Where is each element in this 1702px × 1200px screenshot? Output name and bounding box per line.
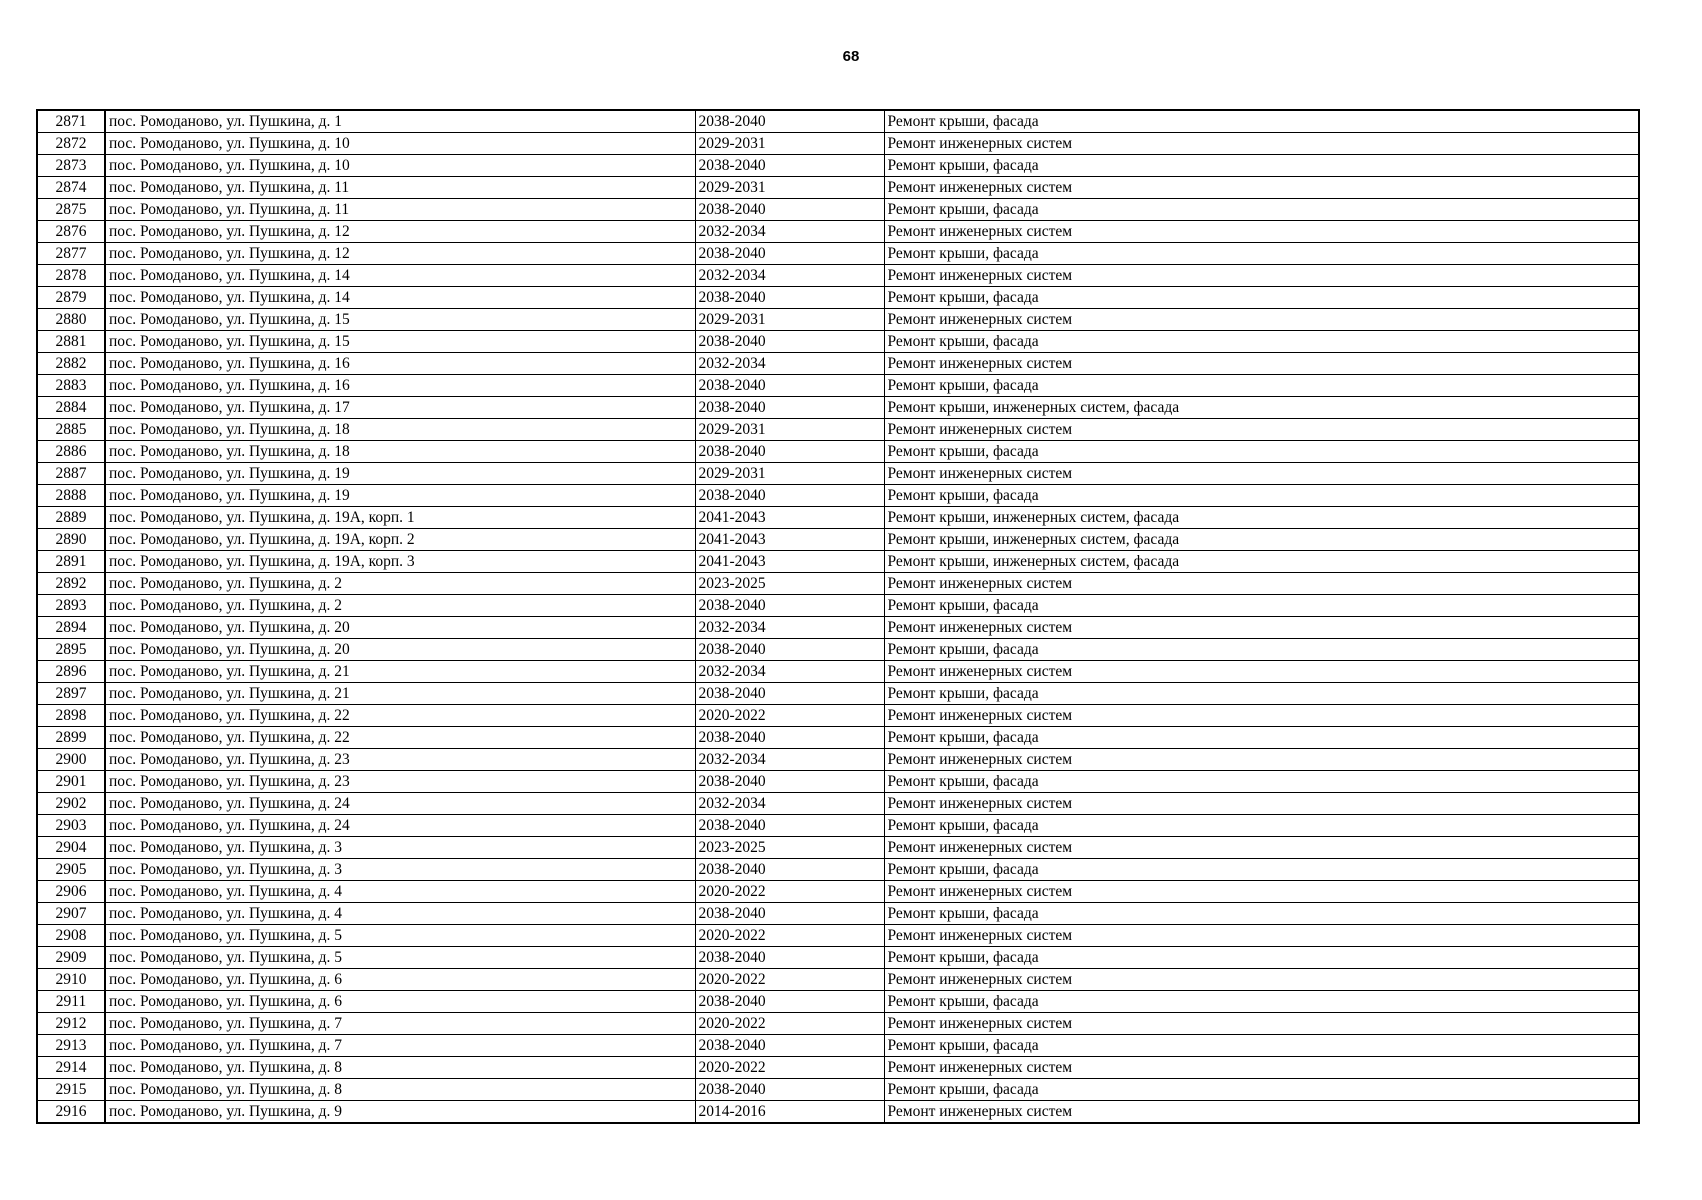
row-number-cell: 2908 — [37, 925, 105, 947]
table-row — [37, 661, 1639, 683]
period-cell: 2029-2031 — [695, 177, 884, 199]
address-cell: пос. Ромоданово, ул. Пушкина, д. 19 — [105, 485, 695, 507]
period-cell: 2029-2031 — [695, 309, 884, 331]
row-number-cell: 2881 — [37, 331, 105, 353]
work-type-cell: Ремонт крыши, фасада — [884, 727, 1639, 749]
address-cell: пос. Ромоданово, ул. Пушкина, д. 10 — [105, 133, 695, 155]
work-type-cell: Ремонт инженерных систем — [884, 309, 1639, 331]
address-cell: пос. Ромоданово, ул. Пушкина, д. 16 — [105, 375, 695, 397]
period-cell: 2032-2034 — [695, 221, 884, 243]
address-cell: пос. Ромоданово, ул. Пушкина, д. 16 — [105, 353, 695, 375]
table-row — [37, 133, 1639, 155]
page-number: 68 — [842, 48, 860, 65]
row-number-cell: 2900 — [37, 749, 105, 771]
work-type-cell: Ремонт инженерных систем — [884, 881, 1639, 903]
address-cell: пос. Ромоданово, ул. Пушкина, д. 18 — [105, 419, 695, 441]
period-cell: 2038-2040 — [695, 947, 884, 969]
work-type-cell: Ремонт крыши, фасада — [884, 991, 1639, 1013]
work-type-cell: Ремонт инженерных систем — [884, 925, 1639, 947]
work-type-cell: Ремонт инженерных систем — [884, 617, 1639, 639]
address-cell: пос. Ромоданово, ул. Пушкина, д. 23 — [105, 749, 695, 771]
row-number-cell: 2882 — [37, 353, 105, 375]
work-type-cell: Ремонт крыши, фасада — [884, 859, 1639, 881]
period-cell: 2029-2031 — [695, 419, 884, 441]
address-cell: пос. Ромоданово, ул. Пушкина, д. 9 — [105, 1101, 695, 1124]
row-number-cell: 2885 — [37, 419, 105, 441]
row-number-cell: 2871 — [37, 110, 105, 133]
period-cell: 2038-2040 — [695, 199, 884, 221]
work-type-cell: Ремонт инженерных систем — [884, 133, 1639, 155]
period-cell: 2014-2016 — [695, 1101, 884, 1124]
address-cell: пос. Ромоданово, ул. Пушкина, д. 20 — [105, 639, 695, 661]
address-cell: пос. Ромоданово, ул. Пушкина, д. 4 — [105, 881, 695, 903]
work-type-cell: Ремонт инженерных систем — [884, 969, 1639, 991]
row-number-cell: 2872 — [37, 133, 105, 155]
work-type-cell: Ремонт инженерных систем — [884, 837, 1639, 859]
work-type-cell: Ремонт крыши, фасада — [884, 639, 1639, 661]
table-row — [37, 243, 1639, 265]
table-row — [37, 595, 1639, 617]
work-type-cell: Ремонт инженерных систем — [884, 353, 1639, 375]
period-cell: 2038-2040 — [695, 375, 884, 397]
table-row — [37, 331, 1639, 353]
table-row — [37, 1035, 1639, 1057]
table-body — [37, 110, 1639, 1123]
address-cell: пос. Ромоданово, ул. Пушкина, д. 19А, корп. 1 — [105, 507, 695, 529]
table-row — [37, 463, 1639, 485]
work-type-cell: Ремонт крыши, инженерных систем, фасада — [884, 507, 1639, 529]
address-cell: пос. Ромоданово, ул. Пушкина, д. 24 — [105, 793, 695, 815]
address-cell: пос. Ромоданово, ул. Пушкина, д. 18 — [105, 441, 695, 463]
row-number-cell: 2886 — [37, 441, 105, 463]
table-row — [37, 617, 1639, 639]
period-cell: 2038-2040 — [695, 859, 884, 881]
row-number-cell: 2907 — [37, 903, 105, 925]
row-number-cell: 2905 — [37, 859, 105, 881]
period-cell: 2038-2040 — [695, 639, 884, 661]
period-cell: 2038-2040 — [695, 727, 884, 749]
period-cell: 2038-2040 — [695, 485, 884, 507]
address-cell: пос. Ромоданово, ул. Пушкина, д. 7 — [105, 1035, 695, 1057]
address-cell: пос. Ромоданово, ул. Пушкина, д. 6 — [105, 969, 695, 991]
table-row — [37, 1101, 1639, 1124]
address-cell: пос. Ромоданово, ул. Пушкина, д. 4 — [105, 903, 695, 925]
table-row — [37, 177, 1639, 199]
period-cell: 2023-2025 — [695, 573, 884, 595]
address-cell: пос. Ромоданово, ул. Пушкина, д. 17 — [105, 397, 695, 419]
row-number-cell: 2915 — [37, 1079, 105, 1101]
period-cell: 2032-2034 — [695, 661, 884, 683]
table-row — [37, 815, 1639, 837]
address-cell: пос. Ромоданово, ул. Пушкина, д. 20 — [105, 617, 695, 639]
work-type-cell: Ремонт инженерных систем — [884, 463, 1639, 485]
work-type-cell: Ремонт крыши, фасада — [884, 815, 1639, 837]
period-cell: 2020-2022 — [695, 705, 884, 727]
work-type-cell: Ремонт инженерных систем — [884, 221, 1639, 243]
period-cell: 2032-2034 — [695, 617, 884, 639]
row-number-cell: 2880 — [37, 309, 105, 331]
address-cell: пос. Ромоданово, ул. Пушкина, д. 22 — [105, 705, 695, 727]
row-number-cell: 2904 — [37, 837, 105, 859]
address-cell: пос. Ромоданово, ул. Пушкина, д. 8 — [105, 1057, 695, 1079]
work-type-cell: Ремонт крыши, фасада — [884, 155, 1639, 177]
row-number-cell: 2875 — [37, 199, 105, 221]
row-number-cell: 2874 — [37, 177, 105, 199]
table-row — [37, 353, 1639, 375]
work-type-cell: Ремонт крыши, инженерных систем, фасада — [884, 551, 1639, 573]
row-number-cell: 2888 — [37, 485, 105, 507]
row-number-cell: 2893 — [37, 595, 105, 617]
address-cell: пос. Ромоданово, ул. Пушкина, д. 21 — [105, 683, 695, 705]
period-cell: 2032-2034 — [695, 353, 884, 375]
table-row — [37, 507, 1639, 529]
period-cell: 2020-2022 — [695, 969, 884, 991]
work-type-cell: Ремонт инженерных систем — [884, 705, 1639, 727]
row-number-cell: 2890 — [37, 529, 105, 551]
repair-schedule-table — [36, 109, 1640, 1124]
row-number-cell: 2887 — [37, 463, 105, 485]
period-cell: 2038-2040 — [695, 903, 884, 925]
row-number-cell: 2895 — [37, 639, 105, 661]
table-row — [37, 771, 1639, 793]
row-number-cell: 2902 — [37, 793, 105, 815]
work-type-cell: Ремонт крыши, фасада — [884, 287, 1639, 309]
work-type-cell: Ремонт инженерных систем — [884, 1057, 1639, 1079]
table-row — [37, 947, 1639, 969]
table-row — [37, 419, 1639, 441]
address-cell: пос. Ромоданово, ул. Пушкина, д. 1 — [105, 110, 695, 133]
table-row — [37, 925, 1639, 947]
row-number-cell: 2910 — [37, 969, 105, 991]
period-cell: 2029-2031 — [695, 133, 884, 155]
work-type-cell: Ремонт крыши, фасада — [884, 683, 1639, 705]
work-type-cell: Ремонт крыши, фасада — [884, 331, 1639, 353]
table-row — [37, 969, 1639, 991]
address-cell: пос. Ромоданово, ул. Пушкина, д. 15 — [105, 331, 695, 353]
table-row — [37, 551, 1639, 573]
address-cell: пос. Ромоданово, ул. Пушкина, д. 8 — [105, 1079, 695, 1101]
table-row — [37, 485, 1639, 507]
period-cell: 2020-2022 — [695, 1013, 884, 1035]
work-type-cell: Ремонт крыши, фасада — [884, 485, 1639, 507]
work-type-cell: Ремонт крыши, фасада — [884, 947, 1639, 969]
row-number-cell: 2906 — [37, 881, 105, 903]
table-row — [37, 727, 1639, 749]
row-number-cell: 2903 — [37, 815, 105, 837]
row-number-cell: 2873 — [37, 155, 105, 177]
period-cell: 2032-2034 — [695, 793, 884, 815]
period-cell: 2038-2040 — [695, 331, 884, 353]
period-cell: 2038-2040 — [695, 1035, 884, 1057]
row-number-cell: 2894 — [37, 617, 105, 639]
work-type-cell: Ремонт крыши, фасада — [884, 1035, 1639, 1057]
period-cell: 2038-2040 — [695, 287, 884, 309]
table-row — [37, 881, 1639, 903]
table-row — [37, 309, 1639, 331]
row-number-cell: 2901 — [37, 771, 105, 793]
work-type-cell: Ремонт инженерных систем — [884, 661, 1639, 683]
row-number-cell: 2889 — [37, 507, 105, 529]
table-row — [37, 265, 1639, 287]
row-number-cell: 2878 — [37, 265, 105, 287]
table-row — [37, 749, 1639, 771]
table-row — [37, 859, 1639, 881]
period-cell: 2038-2040 — [695, 110, 884, 133]
table-row — [37, 397, 1639, 419]
address-cell: пос. Ромоданово, ул. Пушкина, д. 11 — [105, 199, 695, 221]
address-cell: пос. Ромоданово, ул. Пушкина, д. 12 — [105, 221, 695, 243]
work-type-cell: Ремонт крыши, фасада — [884, 595, 1639, 617]
work-type-cell: Ремонт крыши, фасада — [884, 110, 1639, 133]
row-number-cell: 2916 — [37, 1101, 105, 1124]
row-number-cell: 2879 — [37, 287, 105, 309]
work-type-cell: Ремонт крыши, фасада — [884, 199, 1639, 221]
period-cell: 2032-2034 — [695, 265, 884, 287]
row-number-cell: 2909 — [37, 947, 105, 969]
table-row — [37, 903, 1639, 925]
period-cell: 2041-2043 — [695, 507, 884, 529]
address-cell: пос. Ромоданово, ул. Пушкина, д. 19 — [105, 463, 695, 485]
work-type-cell: Ремонт инженерных систем — [884, 265, 1639, 287]
period-cell: 2038-2040 — [695, 771, 884, 793]
row-number-cell: 2911 — [37, 991, 105, 1013]
address-cell: пос. Ромоданово, ул. Пушкина, д. 23 — [105, 771, 695, 793]
row-number-cell: 2898 — [37, 705, 105, 727]
address-cell: пос. Ромоданово, ул. Пушкина, д. 2 — [105, 573, 695, 595]
address-cell: пос. Ромоданово, ул. Пушкина, д. 14 — [105, 265, 695, 287]
address-cell: пос. Ромоданово, ул. Пушкина, д. 6 — [105, 991, 695, 1013]
work-type-cell: Ремонт крыши, фасада — [884, 375, 1639, 397]
address-cell: пос. Ромоданово, ул. Пушкина, д. 3 — [105, 859, 695, 881]
table-row — [37, 1079, 1639, 1101]
period-cell: 2041-2043 — [695, 551, 884, 573]
table-row — [37, 287, 1639, 309]
address-cell: пос. Ромоданово, ул. Пушкина, д. 5 — [105, 947, 695, 969]
row-number-cell: 2912 — [37, 1013, 105, 1035]
period-cell: 2038-2040 — [695, 595, 884, 617]
row-number-cell: 2884 — [37, 397, 105, 419]
work-type-cell: Ремонт инженерных систем — [884, 573, 1639, 595]
period-cell: 2038-2040 — [695, 155, 884, 177]
work-type-cell: Ремонт крыши, фасада — [884, 243, 1639, 265]
period-cell: 2038-2040 — [695, 1079, 884, 1101]
period-cell: 2032-2034 — [695, 749, 884, 771]
table-row — [37, 221, 1639, 243]
work-type-cell: Ремонт крыши, фасада — [884, 771, 1639, 793]
address-cell: пос. Ромоданово, ул. Пушкина, д. 15 — [105, 309, 695, 331]
address-cell: пос. Ромоданово, ул. Пушкина, д. 10 — [105, 155, 695, 177]
table-row — [37, 529, 1639, 551]
table-row — [37, 110, 1639, 133]
address-cell: пос. Ромоданово, ул. Пушкина, д. 12 — [105, 243, 695, 265]
table-row — [37, 199, 1639, 221]
address-cell: пос. Ромоданово, ул. Пушкина, д. 3 — [105, 837, 695, 859]
period-cell: 2041-2043 — [695, 529, 884, 551]
row-number-cell: 2883 — [37, 375, 105, 397]
work-type-cell: Ремонт крыши, фасада — [884, 903, 1639, 925]
row-number-cell: 2897 — [37, 683, 105, 705]
row-number-cell: 2877 — [37, 243, 105, 265]
address-cell: пос. Ромоданово, ул. Пушкина, д. 11 — [105, 177, 695, 199]
table-row — [37, 573, 1639, 595]
address-cell: пос. Ромоданово, ул. Пушкина, д. 14 — [105, 287, 695, 309]
period-cell: 2029-2031 — [695, 463, 884, 485]
work-type-cell: Ремонт крыши, фасада — [884, 441, 1639, 463]
address-cell: пос. Ромоданово, ул. Пушкина, д. 19А, корп. 2 — [105, 529, 695, 551]
table-row — [37, 991, 1639, 1013]
table-row — [37, 1057, 1639, 1079]
work-type-cell: Ремонт инженерных систем — [884, 177, 1639, 199]
address-cell: пос. Ромоданово, ул. Пушкина, д. 5 — [105, 925, 695, 947]
table-row — [37, 793, 1639, 815]
work-type-cell: Ремонт инженерных систем — [884, 749, 1639, 771]
address-cell: пос. Ромоданово, ул. Пушкина, д. 2 — [105, 595, 695, 617]
row-number-cell: 2896 — [37, 661, 105, 683]
work-type-cell: Ремонт инженерных систем — [884, 1101, 1639, 1124]
work-type-cell: Ремонт крыши, инженерных систем, фасада — [884, 529, 1639, 551]
period-cell: 2038-2040 — [695, 815, 884, 837]
table-row — [37, 441, 1639, 463]
period-cell: 2038-2040 — [695, 683, 884, 705]
period-cell: 2038-2040 — [695, 243, 884, 265]
row-number-cell: 2892 — [37, 573, 105, 595]
row-number-cell: 2876 — [37, 221, 105, 243]
table-row — [37, 837, 1639, 859]
row-number-cell: 2914 — [37, 1057, 105, 1079]
table-row — [37, 705, 1639, 727]
work-type-cell: Ремонт инженерных систем — [884, 1013, 1639, 1035]
table-row — [37, 155, 1639, 177]
period-cell: 2020-2022 — [695, 1057, 884, 1079]
row-number-cell: 2913 — [37, 1035, 105, 1057]
period-cell: 2020-2022 — [695, 881, 884, 903]
work-type-cell: Ремонт инженерных систем — [884, 793, 1639, 815]
table-row — [37, 639, 1639, 661]
table-row — [37, 375, 1639, 397]
period-cell: 2023-2025 — [695, 837, 884, 859]
address-cell: пос. Ромоданово, ул. Пушкина, д. 22 — [105, 727, 695, 749]
address-cell: пос. Ромоданово, ул. Пушкина, д. 24 — [105, 815, 695, 837]
row-number-cell: 2899 — [37, 727, 105, 749]
table-row — [37, 1013, 1639, 1035]
period-cell: 2038-2040 — [695, 991, 884, 1013]
period-cell: 2020-2022 — [695, 925, 884, 947]
address-cell: пос. Ромоданово, ул. Пушкина, д. 19А, корп. 3 — [105, 551, 695, 573]
row-number-cell: 2891 — [37, 551, 105, 573]
work-type-cell: Ремонт инженерных систем — [884, 419, 1639, 441]
table-row — [37, 683, 1639, 705]
address-cell: пос. Ромоданово, ул. Пушкина, д. 21 — [105, 661, 695, 683]
address-cell: пос. Ромоданово, ул. Пушкина, д. 7 — [105, 1013, 695, 1035]
period-cell: 2038-2040 — [695, 441, 884, 463]
work-type-cell: Ремонт крыши, инженерных систем, фасада — [884, 397, 1639, 419]
work-type-cell: Ремонт крыши, фасада — [884, 1079, 1639, 1101]
period-cell: 2038-2040 — [695, 397, 884, 419]
